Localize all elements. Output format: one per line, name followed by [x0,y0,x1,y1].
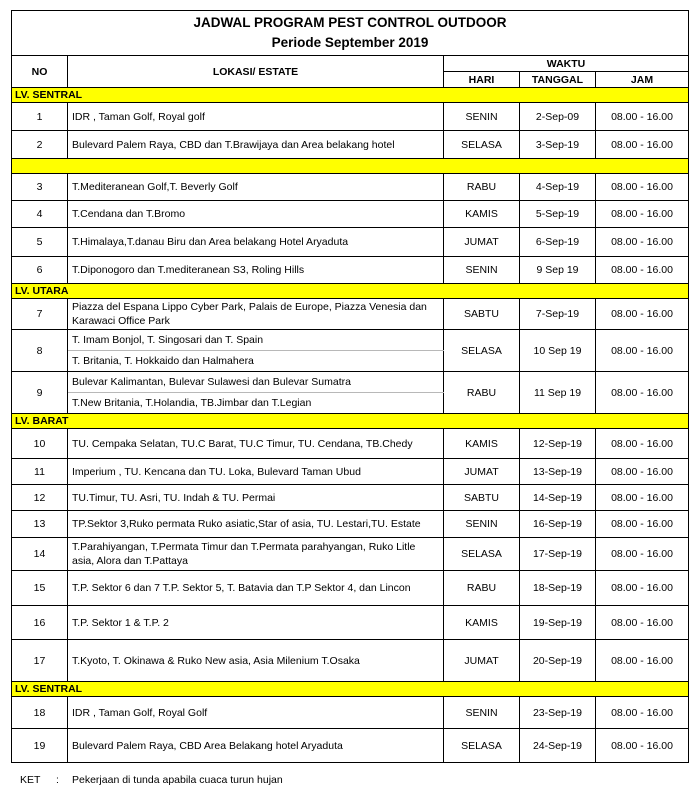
row-no: 7 [12,299,68,330]
row-jam: 08.00 - 16.00 [596,606,689,640]
row-hari: KAMIS [444,429,520,459]
header-lokasi: LOKASI/ ESTATE [68,56,444,88]
row-lokasi: T. Britania, T. Hokkaido dan Halmahera [68,351,444,372]
table-row [12,511,689,538]
row-jam: 08.00 - 16.00 [596,103,689,131]
row-no: 15 [12,571,68,606]
row-jam: 08.00 - 16.00 [596,330,689,372]
row-hari: SENIN [444,103,520,131]
row-hari: JUMAT [444,459,520,485]
table-row [12,429,689,459]
row-no: 6 [12,257,68,284]
row-tanggal: 20-Sep-19 [520,640,596,682]
footnote-colon: : [56,774,59,786]
row-tanggal: 6-Sep-19 [520,228,596,257]
table-row [12,201,689,228]
row-hari: KAMIS [444,201,520,228]
row-no: 11 [12,459,68,485]
row-tanggal: 12-Sep-19 [520,429,596,459]
row-lokasi: T.Himalaya,T.danau Biru dan Area belakang Hotel Aryaduta [68,228,444,257]
row-lokasi: T.Cendana dan T.Bromo [68,201,444,228]
row-no: 12 [12,485,68,511]
table-row [12,257,689,284]
section-label: LV. SENTRAL [12,88,689,103]
row-lokasi: T.New Britania, T.Holandia, TB.Jimbar dan T.Legian [68,393,444,414]
row-tanggal: 2-Sep-09 [520,103,596,131]
row-tanggal: 3-Sep-19 [520,131,596,159]
row-lokasi: IDR , Taman Golf, Royal Golf [68,697,444,729]
row-jam: 08.00 - 16.00 [596,257,689,284]
row-hari: SELASA [444,330,520,372]
row-jam: 08.00 - 16.00 [596,729,689,763]
row-tanggal: 19-Sep-19 [520,606,596,640]
row-tanggal: 10 Sep 19 [520,330,596,372]
row-no: 18 [12,697,68,729]
row-no: 17 [12,640,68,682]
table-row [12,697,689,729]
row-lokasi: T.Kyoto, T. Okinawa & Ruko New asia, Asia Milenium T.Osaka [68,640,444,682]
row-tanggal: 4-Sep-19 [520,174,596,201]
row-no: 3 [12,174,68,201]
header-waktu: WAKTU [444,56,689,72]
header-hari: HARI [444,72,520,88]
row-tanggal: 9 Sep 19 [520,257,596,284]
row-no: 16 [12,606,68,640]
row-jam: 08.00 - 16.00 [596,538,689,571]
row-no: 1 [12,103,68,131]
row-no: 2 [12,131,68,159]
table-row [12,571,689,606]
title-cell [12,11,689,56]
row-no: 14 [12,538,68,571]
row-hari: SABTU [444,299,520,330]
page-subtitle: Periode September 2019 [271,35,429,50]
page-title: JADWAL PROGRAM PEST CONTROL OUTDOOR [193,15,507,30]
table-row [12,729,689,763]
row-jam: 08.00 - 16.00 [596,429,689,459]
row-hari: SELASA [444,538,520,571]
table-row [12,606,689,640]
title-row [12,11,689,56]
blank-highlight-cell [12,159,689,174]
row-hari: RABU [444,174,520,201]
table-row [12,538,689,571]
row-no: 19 [12,729,68,763]
table-row [12,228,689,257]
header-jam: JAM [596,72,689,88]
row-no: 8 [12,330,68,372]
row-tanggal: 23-Sep-19 [520,697,596,729]
row-lokasi: T.P. Sektor 6 dan 7 T.P. Sektor 5, T. Batavia dan T.P Sektor 4, dan Lincon [68,571,444,606]
row-jam: 08.00 - 16.00 [596,228,689,257]
schedule-table [11,10,689,763]
footnote-text: Pekerjaan di tunda apabila cuaca turun hujan [72,774,283,786]
row-hari: SENIN [444,511,520,538]
row-jam: 08.00 - 16.00 [596,511,689,538]
row-tanggal: 13-Sep-19 [520,459,596,485]
section-label: LV. UTARA [12,284,689,299]
section-label: LV. SENTRAL [12,682,689,697]
table-row [12,299,689,330]
row-lokasi: TU.Timur, TU. Asri, TU. Indah & TU. Permai [68,485,444,511]
row-lokasi: T.Parahiyangan, T.Permata Timur dan T.Permata parahyangan, Ruko Litle asia, Alora dan T.Pattaya [68,538,444,571]
row-jam: 08.00 - 16.00 [596,372,689,414]
row-jam: 08.00 - 16.00 [596,571,689,606]
row-no: 5 [12,228,68,257]
row-lokasi: TU. Cempaka Selatan, TU.C Barat, TU.C Timur, TU. Cendana, TB.Chedy [68,429,444,459]
row-no: 9 [12,372,68,414]
row-lokasi: TP.Sektor 3,Ruko permata Ruko asiatic,Star of asia, TU. Lestari,TU. Estate [68,511,444,538]
section-label: LV. BARAT [12,414,689,429]
row-tanggal: 24-Sep-19 [520,729,596,763]
row-lokasi: T. Imam Bonjol, T. Singosari dan T. Spain [68,330,444,351]
row-hari: RABU [444,571,520,606]
table-row [12,103,689,131]
table-row [12,640,689,682]
row-tanggal: 14-Sep-19 [520,485,596,511]
row-tanggal: 17-Sep-19 [520,538,596,571]
row-jam: 08.00 - 16.00 [596,201,689,228]
section-row [12,88,689,103]
table-row [12,330,689,351]
row-jam: 08.00 - 16.00 [596,299,689,330]
row-lokasi: Piazza del Espana Lippo Cyber Park, Palais de Europe, Piazza Venesia dan Karawaci Office Park [68,299,444,330]
row-lokasi: Imperium , TU. Kencana dan TU. Loka, Bulevard Taman Ubud [68,459,444,485]
row-hari: SABTU [444,485,520,511]
row-hari: SENIN [444,257,520,284]
header-no: NO [12,56,68,88]
row-jam: 08.00 - 16.00 [596,131,689,159]
row-no: 10 [12,429,68,459]
header-tanggal: TANGGAL [520,72,596,88]
row-hari: SENIN [444,697,520,729]
row-tanggal: 16-Sep-19 [520,511,596,538]
row-no: 13 [12,511,68,538]
section-row [12,682,689,697]
footnote-label: KET [20,774,41,786]
row-jam: 08.00 - 16.00 [596,174,689,201]
row-hari: JUMAT [444,640,520,682]
row-jam: 08.00 - 16.00 [596,485,689,511]
header-row-1 [12,56,689,72]
row-tanggal: 5-Sep-19 [520,201,596,228]
row-lokasi: T.Diponogoro dan T.mediteranean S3, Roling Hills [68,257,444,284]
footnote [20,774,283,786]
row-lokasi: T.P. Sektor 1 & T.P. 2 [68,606,444,640]
row-lokasi: Bulevard Palem Raya, CBD dan T.Brawijaya dan Area belakang hotel [68,131,444,159]
row-hari: KAMIS [444,606,520,640]
row-tanggal: 18-Sep-19 [520,571,596,606]
row-lokasi: Bulevar Kalimantan, Bulevar Sulawesi dan Bulevar Sumatra [68,372,444,393]
row-hari: SELASA [444,131,520,159]
row-jam: 08.00 - 16.00 [596,697,689,729]
row-jam: 08.00 - 16.00 [596,459,689,485]
row-hari: JUMAT [444,228,520,257]
table-row [12,174,689,201]
row-lokasi: Bulevard Palem Raya, CBD Area Belakang hotel Aryaduta [68,729,444,763]
row-hari: SELASA [444,729,520,763]
table-row [12,372,689,393]
row-tanggal: 11 Sep 19 [520,372,596,414]
section-row [12,414,689,429]
schedule-sheet [11,10,688,763]
section-row [12,284,689,299]
row-lokasi: T.Mediteranean Golf,T. Beverly Golf [68,174,444,201]
table-row [12,131,689,159]
row-lokasi: IDR , Taman Golf, Royal golf [68,103,444,131]
table-row [12,485,689,511]
row-no: 4 [12,201,68,228]
blank-highlight-row [12,159,689,174]
row-jam: 08.00 - 16.00 [596,640,689,682]
row-hari: RABU [444,372,520,414]
row-tanggal: 7-Sep-19 [520,299,596,330]
table-row [12,459,689,485]
